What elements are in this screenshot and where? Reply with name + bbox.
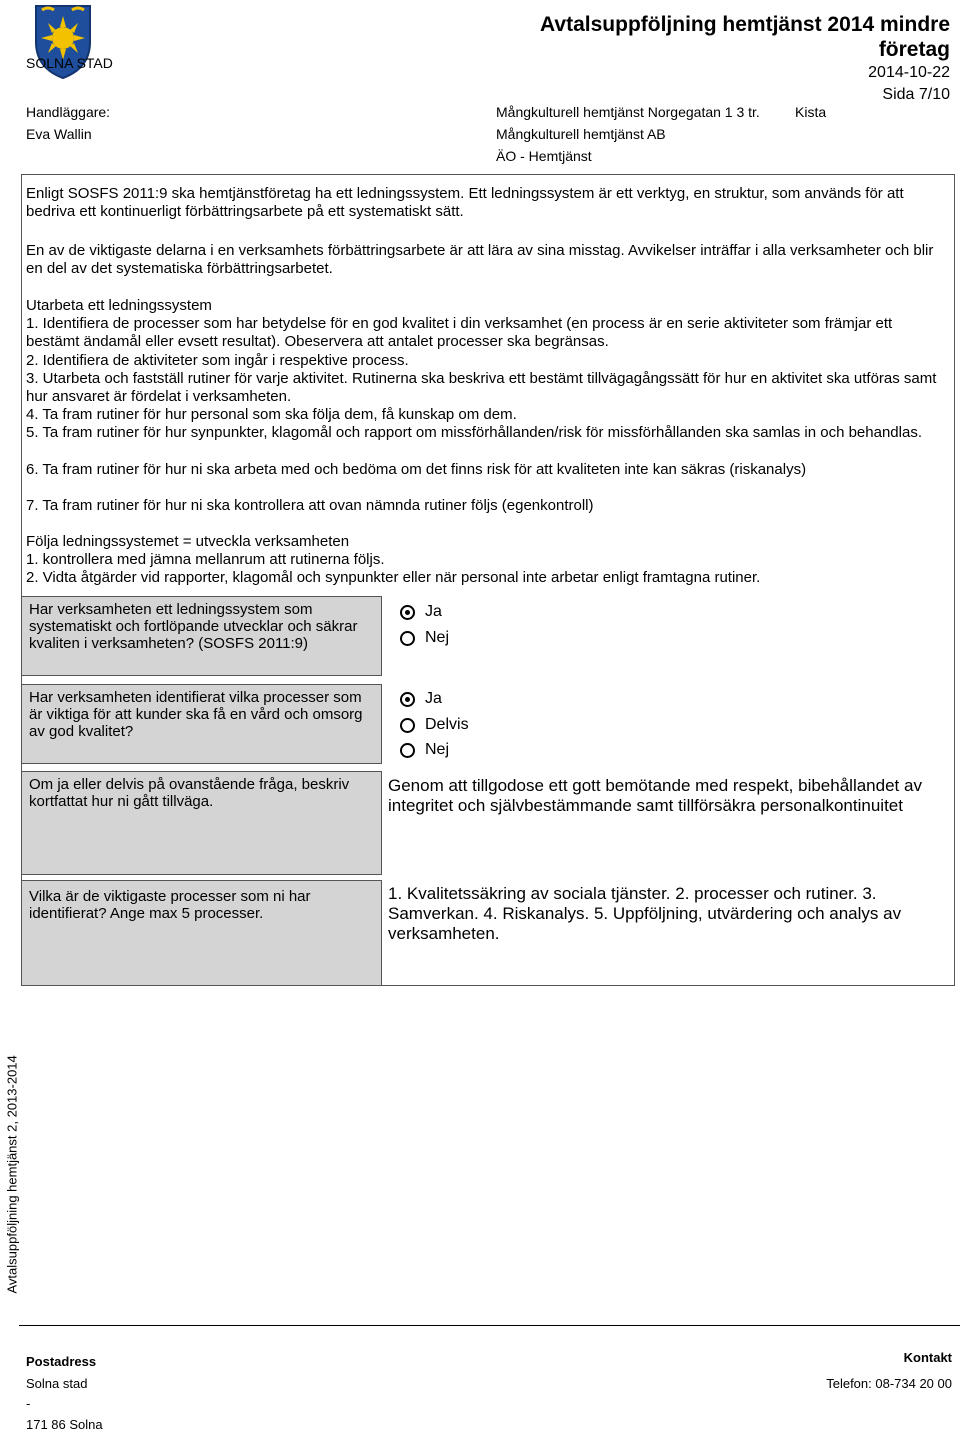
- radio-unselected-icon[interactable]: [400, 631, 415, 646]
- q1-option-nej[interactable]: [400, 629, 449, 647]
- q2-option-ja[interactable]: [400, 690, 442, 708]
- intro-paragraph-2: En av de viktigaste delarna i en verksamhets förbättringsarbete är att lära av sina misstag. Avvikelser inträffar i alla verksamheter och blir en del av det systematiska förbättringsarbetet.: [26, 242, 934, 277]
- handler-name: Eva Wallin: [26, 126, 92, 142]
- answer-4: 1. Kvalitetssäkring av sociala tjänster. 2. processer och rutiner. 3. Samverkan. 4. Riskanalys. 5. Uppföljning, utvärdering och analys av verksamheten.: [388, 884, 902, 943]
- postal-line-1: Solna stad: [26, 1376, 88, 1391]
- step-1: 1. Identifiera de processer som har betydelse för en god kvalitet i din verksamhet (en process är en serie aktiviteter som främjar ett bestämt ändamål eller evsett resultat). Obeservera att antalet processer ska begränsas.: [26, 315, 893, 350]
- q2-option-delvis-label: Delvis: [425, 716, 469, 733]
- section-heading-1: Utarbeta ett ledningssystem: [26, 297, 212, 314]
- question-1: [21, 596, 382, 676]
- org-name: SOLNA STAD: [26, 55, 113, 71]
- radio-unselected-icon[interactable]: [400, 718, 415, 733]
- question-3-text: Om ja eller delvis på ovanstående fråga, beskriv kortfattat hur ni gått tillväga.: [29, 776, 350, 810]
- question-4-text: Vilka är de viktigaste processer som ni har identifierat? Ange max 5 processer.: [29, 888, 311, 922]
- follow-step-1: 1. kontrollera med jämna mellanrum att rutinerna följs.: [26, 551, 385, 568]
- side-label: Avtalsuppföljning hemtjänst 2, 2013-2014: [4, 1055, 20, 1294]
- answer-3: Genom att tillgodose ett gott bemötande med respekt, bibehållandet av integritet och självbestämmande samt tillförsäkra personalkontinuitet: [388, 776, 922, 815]
- page-number: Sida 7/10: [882, 86, 950, 103]
- radio-unselected-icon[interactable]: [400, 743, 415, 758]
- step-3: 3. Utarbeta och fastställ rutiner för varje aktivitet. Rutinerna ska beskriva ett bestämt tillvägagångssätt för hur en aktivitet ska utföras samt hur ansvaret är fördelat i verksamheten.: [26, 370, 937, 405]
- section-heading-2: Följa ledningssystemet = utveckla verksamheten: [26, 533, 350, 550]
- q1-option-nej-label: Nej: [425, 629, 450, 646]
- footer-divider: [19, 1325, 960, 1326]
- question-2-text: Har verksamheten identifierat vilka processer som är viktiga för att kunder ska få en vård och omsorg av god kvalitet?: [29, 689, 363, 740]
- unit-city: Kista: [795, 104, 827, 120]
- question-4: [21, 880, 382, 986]
- postal-line-2: -: [26, 1396, 31, 1411]
- question-1-text: Har verksamheten ett ledningssystem som systematiskt och fortlöpande utvecklar och säkrar kvaliten i verksamheten? (SOSFS 2011:9): [29, 601, 358, 652]
- step-7: 7. Ta fram rutiner för hur ni ska kontrollera att ovan nämnda rutiner följs (egenkontroll): [26, 497, 594, 514]
- q2-option-delvis[interactable]: [400, 716, 469, 734]
- handler-label: Handläggare:: [26, 104, 111, 120]
- step-2: 2. Identifiera de aktiviteter som ingår i respektive process.: [26, 352, 409, 369]
- follow-step-2: 2. Vidta åtgärder vid rapporter, klagomål och synpunkter eller när personal inte arbetar enligt framtagna rutiner.: [26, 569, 761, 586]
- q2-option-nej[interactable]: [400, 741, 449, 759]
- step-4: 4. Ta fram rutiner för hur personal som ska följa dem, få kunskap om dem.: [26, 406, 517, 423]
- radio-selected-icon[interactable]: [400, 692, 415, 707]
- contact-phone: Telefon: 08-734 20 00: [826, 1376, 952, 1391]
- unit-department: ÄO - Hemtjänst: [496, 148, 592, 164]
- unit-company: Mångkulturell hemtjänst AB: [496, 126, 666, 142]
- q2-option-nej-label: Nej: [425, 741, 450, 758]
- contact-label: Kontakt: [903, 1350, 952, 1365]
- radio-selected-icon[interactable]: [400, 605, 415, 620]
- postal-line-3: 171 86 Solna: [26, 1417, 103, 1432]
- intro-paragraph-1: Enligt SOSFS 2011:9 ska hemtjänstföretag ha ett ledningssystem. Ett ledningssystem är ett verktyg, en struktur, som används för att bedriva ett kontinuerligt förbättringsarbete på ett systematiskt sätt.: [26, 185, 904, 220]
- q1-option-ja-label: Ja: [425, 603, 442, 620]
- postal-label: Postadress: [26, 1354, 97, 1369]
- unit-address: Mångkulturell hemtjänst Norgegatan 1 3 tr.: [496, 104, 760, 120]
- document-title: Avtalsuppföljning hemtjänst 2014 mindre företag: [540, 13, 950, 61]
- document-date: 2014-10-22: [868, 64, 950, 81]
- step-6: 6. Ta fram rutiner för hur ni ska arbeta med och bedöma om det finns risk för att kvaliteten inte kan säkras (riskanalys): [26, 461, 807, 478]
- step-5: 5. Ta fram rutiner för hur synpunkter, klagomål och rapport om missförhållanden/risk för missförhållanden ska samlas in och behandlas.: [26, 424, 922, 441]
- question-2: [21, 684, 382, 764]
- question-3: [21, 771, 382, 875]
- q1-option-ja[interactable]: [400, 603, 442, 621]
- q2-option-ja-label: Ja: [425, 690, 442, 707]
